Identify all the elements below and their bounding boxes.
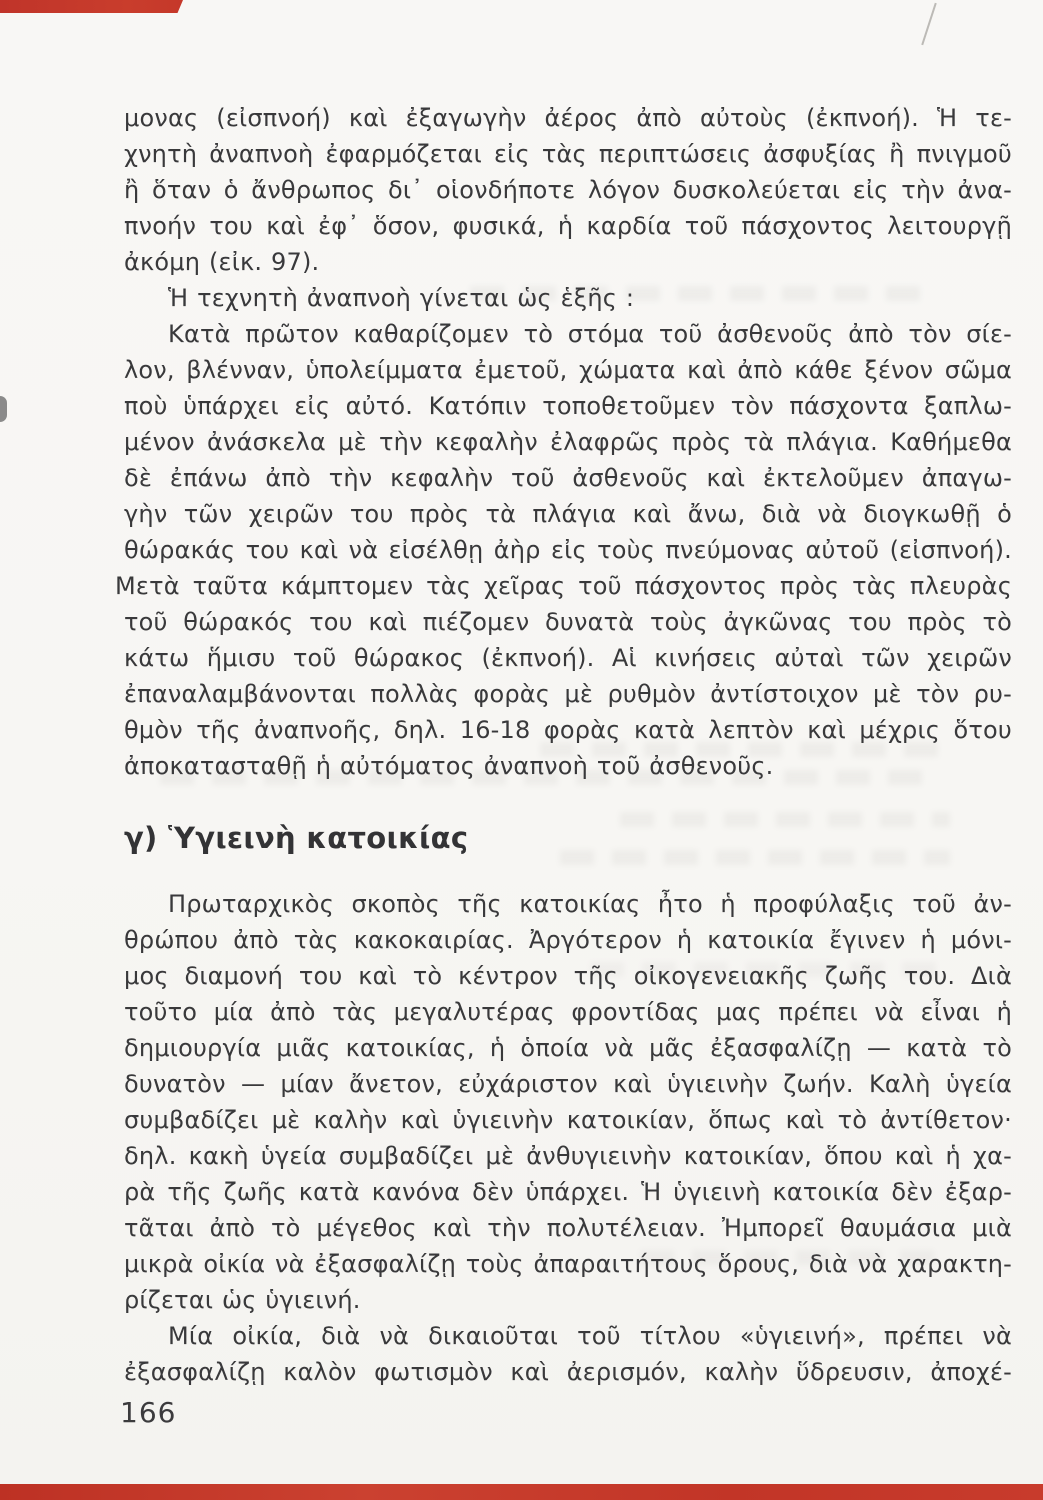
text-line: δηλ. κακὴ ὑγεία συμβαδίζει μὲ ἀνθυγιεινὴν κατοικίαν, ὅπου καὶ ἡ χα- — [124, 1142, 1012, 1170]
text-line: τοῦ θώρακός του καὶ πιέζομεν δυνατὰ τοὺς ἀγκῶνας του πρὸς τὸ — [124, 608, 1012, 636]
text-line: ἐπαναλαμβάνονται πολλὰς φορὰς μὲ ρυθμὸν ἀντίστοιχον μὲ τὸν ρυ- — [124, 680, 1012, 708]
paragraph — [124, 886, 1012, 1318]
paragraph — [124, 1318, 1012, 1390]
text-line: ἢ ὅταν ὁ ἄνθρωπος δι᾽ οἱονδήποτε λόγον δυσκολεύεται εἰς τὴν ἀνα- — [124, 176, 1012, 204]
text-line: μικρὰ οἰκία νὰ ἐξασφαλίζῃ τοὺς ἀπαραιτήτους ὅρους, διὰ νὰ χαρακτη- — [124, 1250, 1012, 1278]
scan-edge-strip-top — [0, 0, 183, 13]
text-line: μος διαμονή του καὶ τὸ κέντρον τῆς οἰκογενειακῆς ζωῆς του. Διὰ — [124, 962, 1012, 990]
text-line: ἀποκατασταθῇ ἡ αὐτόματος ἀναπνοὴ τοῦ ἀσθενοῦς. — [124, 752, 774, 780]
scratch-mark — [921, 3, 936, 45]
text-line: χνητὴ ἀναπνοὴ ἐφαρμόζεται εἰς τὰς περιπτώσεις ἀσφυξίας ἢ πνιγμοῦ — [124, 140, 1012, 168]
text-line: θρώπου ἀπὸ τὰς κακοκαιρίας. Ἀργότερον ἡ κατοικία ἔγινεν ἡ μόνι- — [124, 926, 1012, 954]
text-line: Μία οἰκία, διὰ νὰ δικαιοῦται τοῦ τίτλου «ὑγιεινή», πρέπει νὰ — [168, 1322, 1012, 1350]
ink-smudge — [0, 396, 7, 422]
section-heading: γ) Ὑγιεινὴ κατοικίας — [124, 821, 469, 855]
text-line: δημιουργία μιᾶς κατοικίας, ἡ ὁποία νὰ μᾶς ἐξασφαλίζῃ — κατὰ τὸ — [124, 1034, 1012, 1062]
text-line: Πρωταρχικὸς σκοπὸς τῆς κατοικίας ἦτο ἡ προφύλαξις τοῦ ἀν- — [168, 890, 1012, 918]
text-line: ποὺ ὑπάρχει εἰς αὐτό. Κατόπιν τοποθετοῦμεν τὸν πάσχοντα ξαπλω- — [124, 392, 1012, 420]
text-line: πνοήν του καὶ ἐφ᾽ ὅσον, φυσικά, ἡ καρδία τοῦ πάσχοντος λειτουργῇ — [124, 212, 1012, 240]
text-line: μονας (εἰσπνοή) καὶ ἐξαγωγὴν ἀέρος ἀπὸ αὐτοὺς (ἐκπνοή). Ἡ τε- — [124, 104, 1012, 132]
page-number: 166 — [120, 1396, 177, 1429]
text-line: ἀκόμη (εἰκ. 97). — [124, 248, 320, 276]
text-line: θώρακάς του καὶ νὰ εἰσέλθῃ ἀὴρ εἰς τοὺς πνεύμονας αὐτοῦ (εἰσπνοή). — [124, 536, 1012, 564]
paragraph — [124, 100, 1012, 280]
text-line: ρίζεται ὡς ὑγιεινή. — [124, 1286, 361, 1314]
text-line: γὴν τῶν χειρῶν του πρὸς τὰ πλάγια καὶ ἄνω, διὰ νὰ διογκωθῇ ὁ — [124, 500, 1012, 528]
text-line: ρὰ τῆς ζωῆς κατὰ κανόνα δὲν ὑπάρχει. Ἡ ὑγιεινὴ κατοικία δὲν ἐξαρ- — [124, 1178, 1012, 1206]
text-line: κάτω ἥμισυ τοῦ θώρακος (ἐκπνοή). Αἱ κινήσεις αὐταὶ τῶν χειρῶν — [124, 644, 1012, 672]
text-line: Μετὰ ταῦτα κάμπτομεν τὰς χεῖρας τοῦ πάσχοντος πρὸς τὰς πλευρὰς — [115, 572, 1012, 600]
text-line: τᾶται ἀπὸ τὸ μέγεθος καὶ τὴν πολυτέλειαν. Ἠμπορεῖ θαυμάσια μιὰ — [124, 1214, 1012, 1242]
text-line: συμβαδίζει μὲ καλὴν καὶ ὑγιεινὴν κατοικίαν, ὅπως καὶ τὸ ἀντίθετον· — [124, 1106, 1012, 1134]
text-line: ἐξασφαλίζῃ καλὸν φωτισμὸν καὶ ἀερισμόν, καλὴν ὕδρευσιν, ἀποχέ- — [124, 1358, 1012, 1386]
text-line: Ἡ τεχνητὴ ἀναπνοὴ γίνεται ὡς ἑξῆς : — [168, 284, 635, 312]
text-line: μένον ἀνάσκελα μὲ τὴν κεφαλὴν ἐλαφρῶς πρὸς τὰ πλάγια. Καθήμεθα — [124, 428, 1012, 456]
text-line: θμὸν τῆς ἀναπνοῆς, δηλ. 16-18 φορὰς κατὰ λεπτὸν καὶ μέχρις ὅτου — [124, 716, 1012, 744]
paragraph — [115, 316, 1012, 784]
text-line: δυνατὸν — μίαν ἄνετον, εὐχάριστον καὶ ὑγιεινὴν ζωήν. Καλὴ ὑγεία — [124, 1070, 1012, 1098]
text-line: τοῦτο μία ἀπὸ τὰς μεγαλυτέρας φροντίδας μας πρέπει νὰ εἶναι ἡ — [124, 998, 1012, 1026]
scan-edge-strip-bottom — [0, 1484, 1043, 1500]
text-line: λον, βλένναν, ὑπολείμματα ἐμετοῦ, χώματα καὶ ἀπὸ κάθε ξένον σῶμα — [124, 356, 1012, 384]
text-line: δὲ ἐπάνω ἀπὸ τὴν κεφαλὴν τοῦ ἀσθενοῦς καὶ ἐκτελοῦμεν ἀπαγω- — [124, 464, 1012, 492]
paragraph — [124, 280, 1012, 316]
text-block — [115, 100, 1012, 1390]
text-line: Κατὰ πρῶτον καθαρίζομεν τὸ στόμα τοῦ ἀσθενοῦς ἀπὸ τὸν σίε- — [168, 320, 1012, 348]
